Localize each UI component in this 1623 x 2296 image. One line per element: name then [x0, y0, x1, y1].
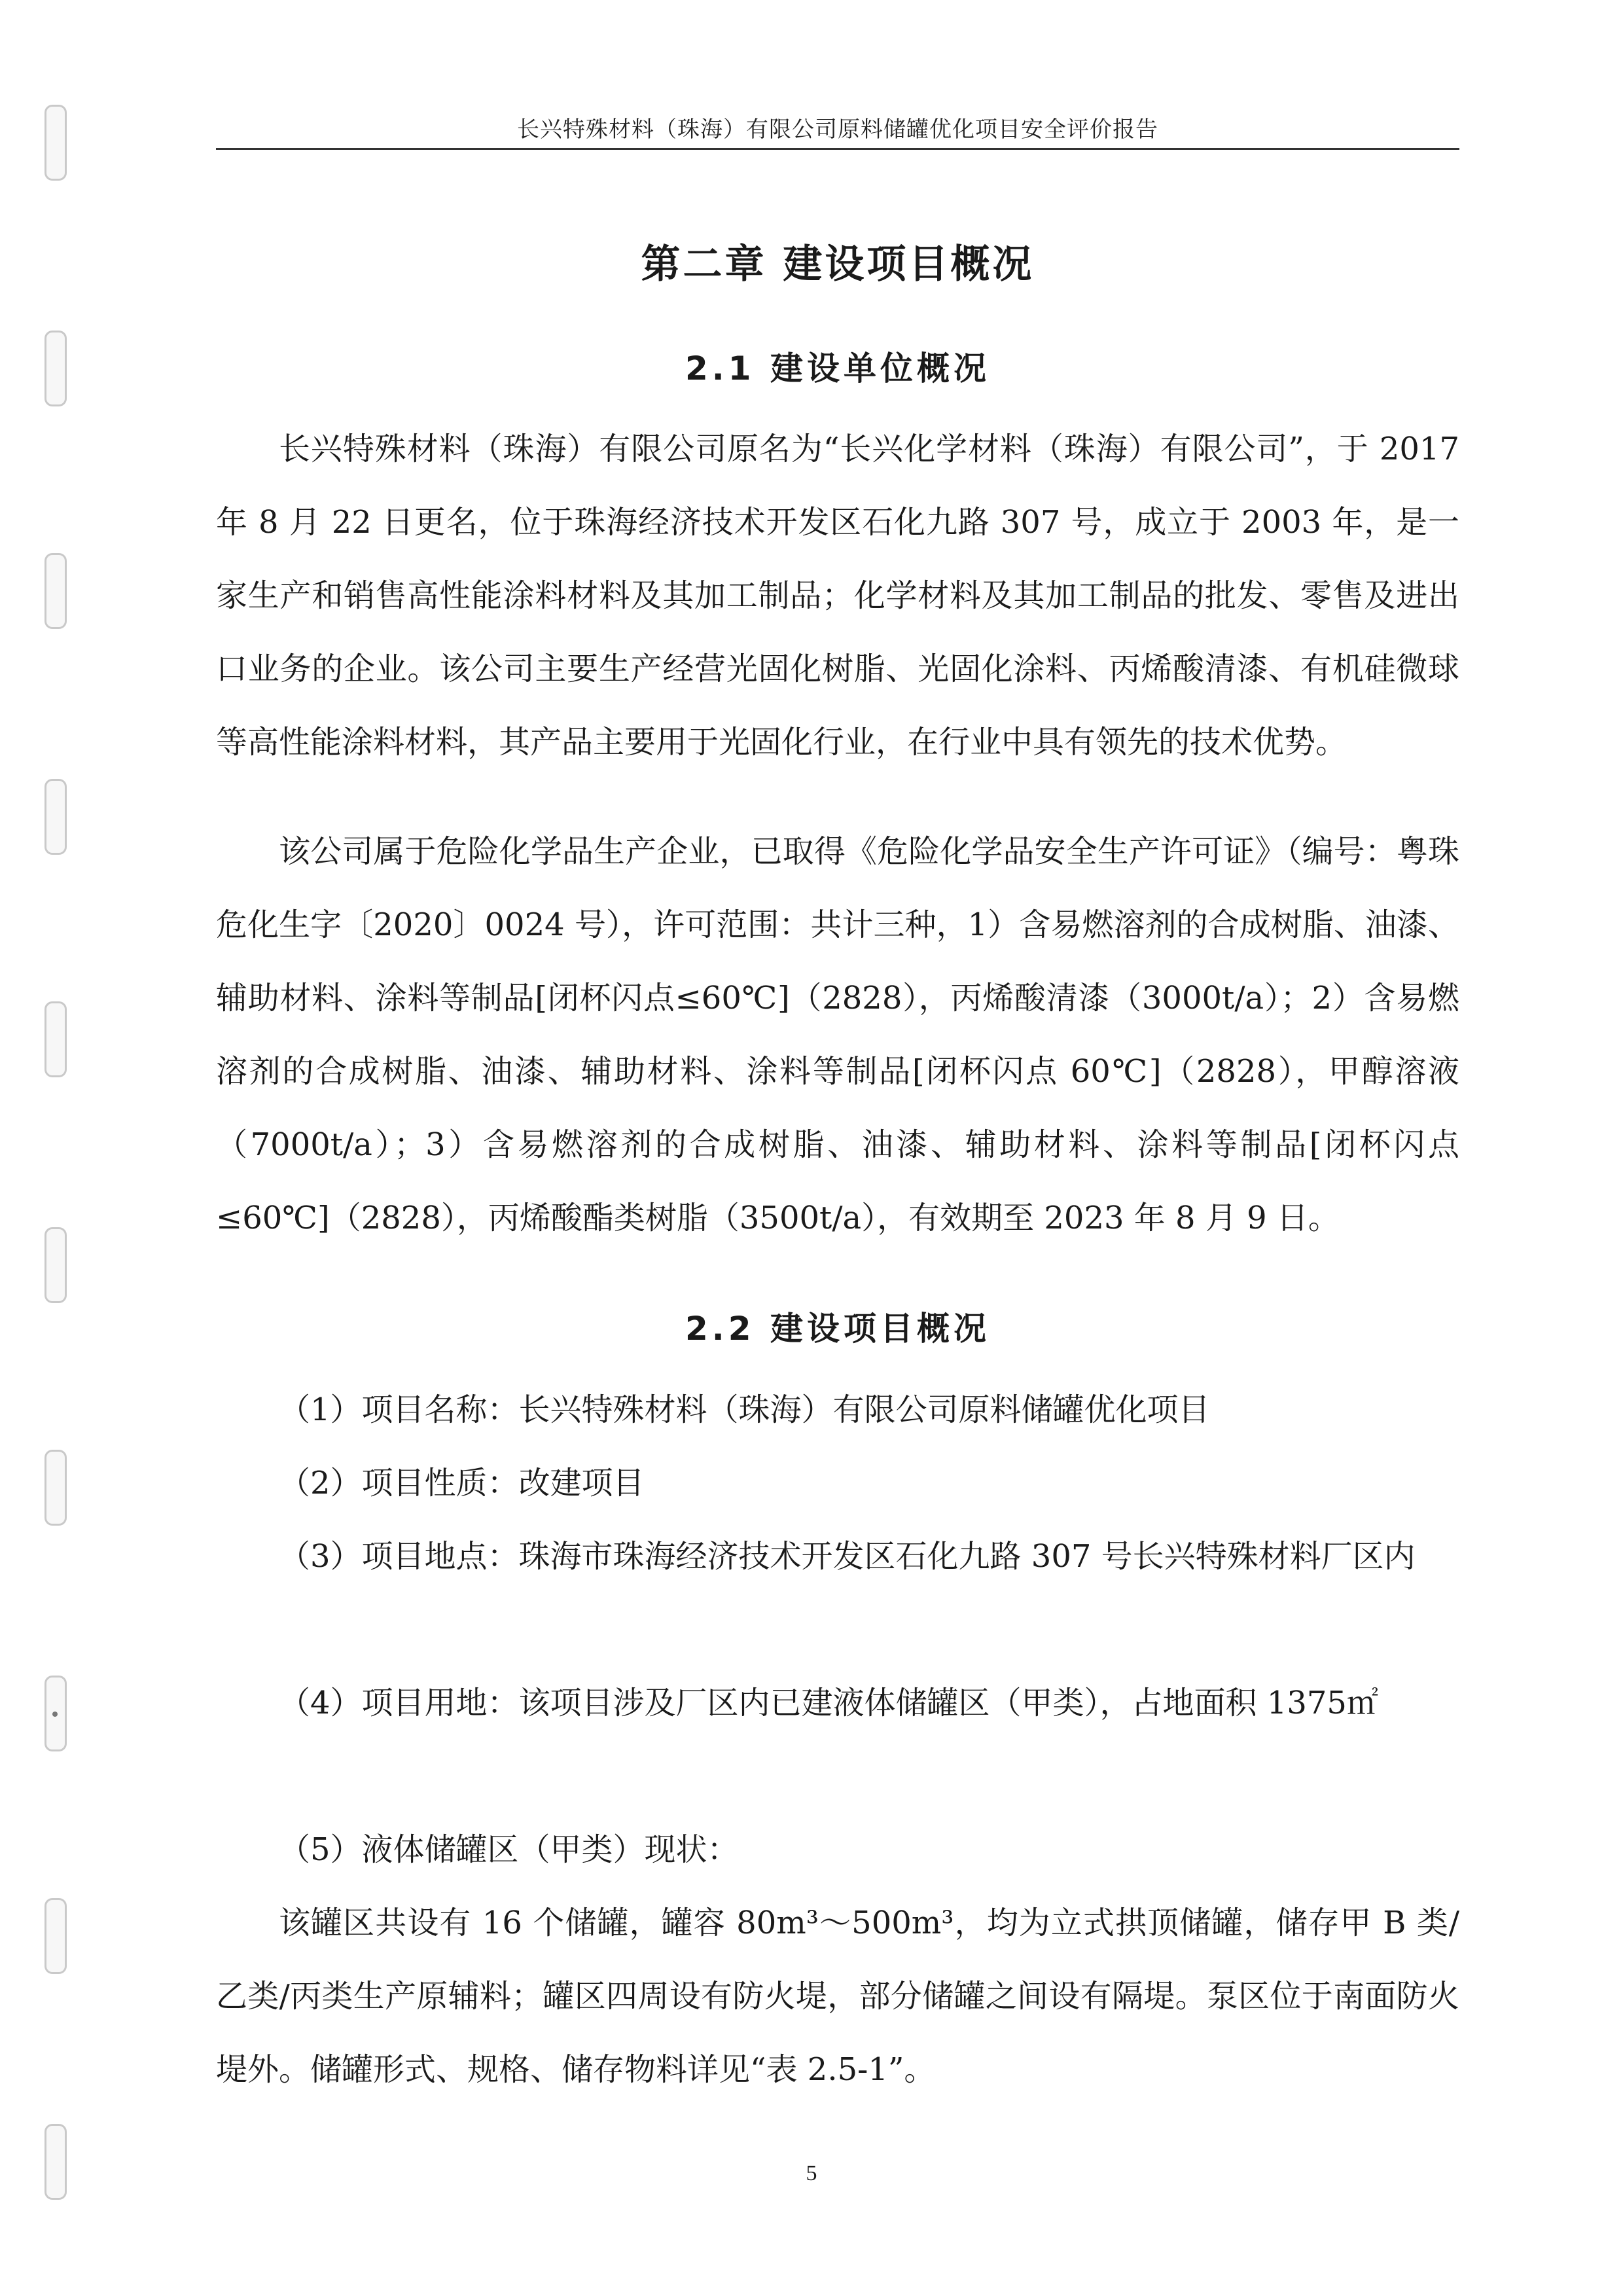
- company-overview-paragraph: 长兴特殊材料（珠海）有限公司原名为“长兴化学材料（珠海）有限公司”，于 2017 年 8 月 22 日更名，位于珠海经济技术开发区石化九路 307 号，成立于 2003 年，是一家生产和销售高性能涂料材料及其加工制品；化学材料及其加工制品的批发、零售及进出口业务的企业。该公司主要生产经营光固化树脂、光固化涂料、丙烯酸清漆、有机硅微球等高性能涂料材料，其产品主要用于光固化行业，在行业中具有领先的技术优势。: [216, 431, 1459, 761]
- tank-area-paragraph: 该罐区共设有 16 个储罐，罐容 80m³～500m³，均为立式拱顶储罐，储存甲 B 类/乙类/丙类生产原辅料；罐区四周设有防火堤，部分储罐之间设有隔堤。泵区位于南面防火堤外。储罐形式、规格、储存物料详见“表 2.5-1”。: [216, 1905, 1459, 2088]
- binding-hole: [45, 105, 67, 181]
- project-name-item: （1）项目名称：长兴特殊材料（珠海）有限公司原料储罐优化项目: [279, 1391, 1210, 1428]
- scan-dot: [52, 1712, 58, 1717]
- project-nature-item: （2）项目性质：改建项目: [279, 1465, 645, 1501]
- page-number: 5: [806, 2161, 817, 2185]
- header-rule: [216, 148, 1459, 150]
- binding-hole: [45, 553, 67, 629]
- binding-hole: [45, 1001, 67, 1077]
- chapter-title: 第二章 建设项目概况: [641, 242, 1035, 287]
- running-header: 长兴特殊材料（珠海）有限公司原料储罐优化项目安全评价报告: [517, 117, 1158, 143]
- binding-hole: [45, 1450, 67, 1526]
- section-title-2-1: 2.1 建设单位概况: [685, 350, 990, 387]
- license-paragraph: 该公司属于危险化学品生产企业，已取得《危险化学品安全生产许可证》（编号：粤珠危化生字〔2020〕0024 号），许可范围：共计三种，1）含易燃溶剂的合成树脂、油漆、辅助材料、涂料等制品[闭杯闪点≤60℃]（2828），丙烯酸清漆（3000t/a）；2）含易燃溶剂的合成树脂、油漆、辅助材料、涂料等制品[闭杯闪点 60℃]（2828），甲醇溶液（7000t/a）；3）含易燃溶剂的合成树脂、油漆、辅助材料、涂料等制品[闭杯闪点≤60℃]（2828），丙烯酸酯类树脂（3500t/a），有效期至 2023 年 8 月 9 日。: [216, 833, 1459, 1236]
- binding-hole: [45, 779, 67, 855]
- binding-hole: [45, 1898, 67, 1974]
- binding-hole: [45, 1227, 67, 1303]
- project-land-item: （4）项目用地：该项目涉及厂区内已建液体储罐区（甲类），占地面积 1375㎡: [279, 1685, 1378, 1721]
- binding-hole: [45, 331, 67, 406]
- tank-area-status-item: （5）液体储罐区（甲类）现状：: [279, 1831, 739, 1868]
- section-title-2-2: 2.2 建设项目概况: [685, 1310, 990, 1348]
- project-location-item: （3）项目地点：珠海市珠海经济技术开发区石化九路 307 号长兴特殊材料厂区内: [279, 1538, 1416, 1575]
